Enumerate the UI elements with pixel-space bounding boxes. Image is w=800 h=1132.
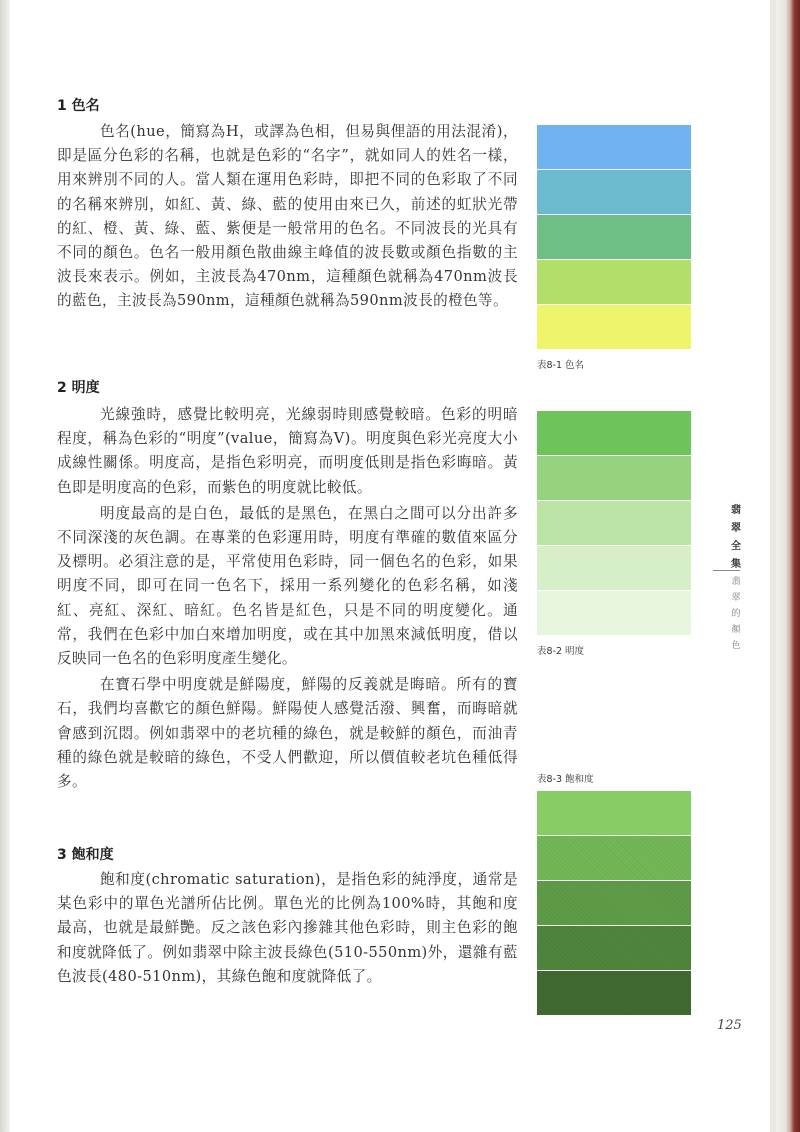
side-tab-divider [713, 570, 740, 571]
color-swatch [537, 546, 691, 591]
section-body-hue [57, 120, 518, 316]
saturation-swatch-chart [537, 791, 691, 1016]
side-tab-chapter: 翡翠的顏色 [731, 577, 741, 651]
paragraph: 飽和度(chromatic saturation)，是指色彩的純淨度，通常是某色彩中的單色光譜所佔比例。單色光的比例為100%時，其飽和度最高，也就是最鮮艷。反之該色彩內摻雜其他色彩時，則主色彩的飽和度就降低了。例如翡翠中除主波長綠色(510-550nm)外，還雜有藍色波長(480-510nm)，其綠色飽和度就降低了。 [57, 871, 518, 985]
hue-swatch-chart [537, 125, 691, 350]
color-swatch [537, 971, 691, 1016]
section-body-saturation [57, 868, 518, 991]
color-swatch [537, 501, 691, 546]
color-swatch [537, 456, 691, 501]
color-swatch [537, 170, 691, 215]
figure-caption-hue: 表8-1 色名 [537, 360, 585, 371]
value-swatch-chart [537, 411, 691, 636]
section-title-hue: 1 色名 [57, 98, 100, 114]
color-swatch [537, 881, 691, 926]
paragraph: 明度最高的是白色，最低的是黑色，在黑白之間可以分出許多不同深淺的灰色調。在專業的色彩運用時，明度有準確的數值來區分及標明。必須注意的是，平常使用色彩時，同一個色名的色彩，如果明度不同，即可在同一色名下，採用一系列變化的色彩名稱，如淺紅、亮紅、深紅、暗紅。色名皆是紅色，只是不同的明度變化。通常，我們在色彩中加白來增加明度，或在其中加黑來減低明度，借以反映同一色名的色彩明度產生變化。 [57, 504, 518, 668]
color-swatch [537, 260, 691, 305]
color-swatch [537, 791, 691, 836]
page-spine-shadow [0, 0, 10, 1132]
color-swatch [537, 836, 691, 881]
color-swatch [537, 125, 691, 170]
color-swatch [537, 926, 691, 971]
color-swatch [537, 305, 691, 350]
paragraph: 光線強時，感覺比較明亮，光線弱時則感覺較暗。色彩的明暗程度，稱為色彩的“明度”(value，簡寫為V)。明度與色彩光亮度大小成線性關係。明度高，是指色彩明亮，而明度低則是指色彩晦暗。黃色即是明度高的色彩，而紫色的明度就比較低。 [57, 406, 518, 496]
book-cover-edge [776, 0, 800, 1132]
color-swatch [537, 591, 691, 636]
figure-caption-value: 表8-2 明度 [537, 646, 585, 657]
page-number: 125 [717, 1018, 742, 1033]
paragraph: 色名(hue，簡寫為H，或譯為色相，但易與俚語的用法混淆)，即是區分色彩的名稱，也就是色彩的“名字”，就如同人的姓名一樣，用來辨別不同的人。當人類在運用色彩時，即把不同的色彩取了不同的名稱來辨別，如紅、黃、綠、藍的使用由來已久，前述的虹狀光帶的紅、橙、黃、綠、藍、紫便是一般常用的色名。不同波長的光具有不同的顏色。色名一般用顏色散曲線主峰值的波長數或顏色指數的主波長來表示。例如，主波長為470nm，這種顏色就稱為470nm波長的藍色，主波長為590nm，這種顏色就稱為590nm波長的橙色等。 [57, 123, 518, 310]
side-tab-book-title: 翡翠全集 [731, 505, 741, 570]
color-swatch [537, 215, 691, 260]
section-title-saturation: 3 飽和度 [57, 847, 114, 863]
section-title-value: 2 明度 [57, 380, 100, 396]
color-swatch [537, 411, 691, 456]
paragraph: 在寶石學中明度就是鮮陽度，鮮陽的反義就是晦暗。所有的寶石，我們均喜歡它的顏色鮮陽。鮮陽使人感覺活潑、興奮，而晦暗就會感到沉悶。例如翡翠中的老坑種的綠色，就是較鮮的顏色，而油青種的綠色就是較暗的綠色，不受人們歡迎，所以價值較老坑色種低得多。 [57, 676, 518, 791]
figure-caption-saturation: 表8-3 飽和度 [537, 774, 594, 785]
section-body-value [57, 403, 518, 796]
